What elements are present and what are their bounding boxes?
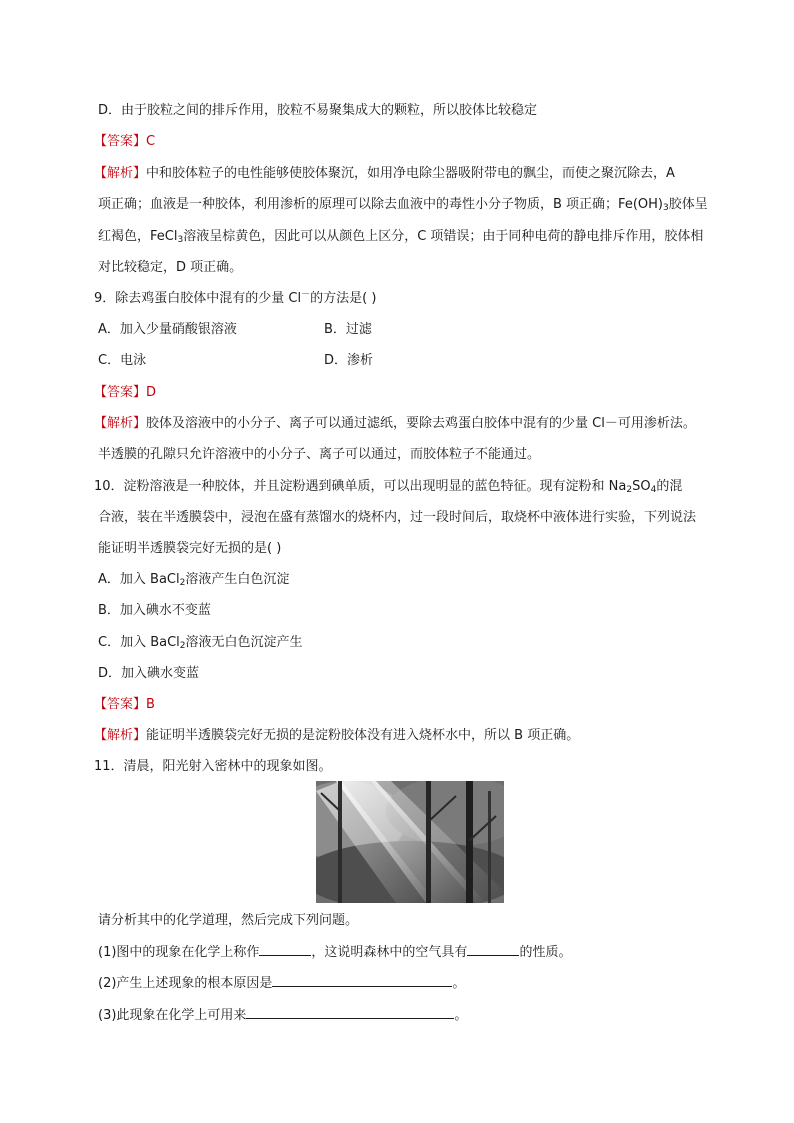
analysis-q8-line1: 【解析】中和胶体粒子的电性能够使胶体聚沉，如用净电除尘器吸附带电的飘尘，而使之聚沉除去，A bbox=[94, 166, 675, 181]
answer-value: D bbox=[146, 385, 157, 400]
q9-option-a: A．加入少量硝酸银溶液 bbox=[98, 322, 237, 337]
answer-blank[interactable] bbox=[467, 943, 519, 956]
answer-q9 bbox=[94, 383, 156, 403]
analysis-q8-line3: 红褐色，FeCl$_3$溶液呈棕黄色，因此可以从颜色上区分，C 项错误；由于同种电荷的静电排斥作用，胶体相 bbox=[98, 229, 704, 245]
answer-tag: 【答案】 bbox=[94, 134, 147, 149]
answer-value: B bbox=[146, 697, 155, 712]
question-10-line1: 10．淀粉溶液是一种胶体，并且淀粉遇到碘单质，可以出现明显的蓝色特征。现有淀粉和 $Na_2SO_4$的混 bbox=[94, 479, 683, 495]
forest-sunlight-photo bbox=[316, 781, 504, 903]
q10-option-d: D．加入碘水变蓝 bbox=[98, 666, 200, 681]
answer-q10 bbox=[94, 695, 155, 715]
q9-option-d: D．渗析 bbox=[324, 353, 374, 368]
analysis-q9-line1: 【解析】胶体及溶液中的小分子、离子可以通过滤纸，要除去鸡蛋白胶体中混有的少量 Cl－可用渗析法。 bbox=[94, 416, 696, 431]
question-11-part1: (1)图中的现象在化学上称作 ，这说明森林中的空气具有 的性质。 bbox=[98, 945, 572, 960]
q10-option-c: C．加入 BaCl$_2$溶液无白色沉淀产生 bbox=[98, 635, 303, 651]
analysis-tag: 【解析】 bbox=[94, 166, 147, 181]
question-11: 11．清晨，阳光射入密林中的现象如图。 bbox=[94, 759, 332, 774]
answer-value: C bbox=[146, 134, 156, 149]
question-11-intro: 请分析其中的化学道理，然后完成下列问题。 bbox=[98, 913, 359, 928]
answer-blank[interactable] bbox=[246, 1006, 454, 1019]
question-9: 9．除去鸡蛋白胶体中混有的少量 Cl－的方法是( ) bbox=[94, 290, 377, 306]
q10-option-b: B．加入碘水不变蓝 bbox=[98, 603, 211, 618]
option-d-q8: D．由于胶粒之间的排斥作用，胶粒不易聚集成大的颗粒，所以胶体比较稳定 bbox=[98, 103, 538, 118]
analysis-q10: 【解析】能证明半透膜袋完好无损的是淀粉胶体没有进入烧杯水中，所以 B 项正确。 bbox=[94, 728, 580, 743]
q9-option-b: B．过滤 bbox=[324, 322, 372, 337]
analysis-tag: 【解析】 bbox=[94, 416, 147, 431]
analysis-tag: 【解析】 bbox=[94, 728, 147, 743]
answer-tag: 【答案】 bbox=[94, 385, 147, 400]
q9-option-c: C．电泳 bbox=[98, 353, 147, 368]
analysis-q8-line4: 对比较稳定，D 项正确。 bbox=[98, 260, 243, 275]
question-11-part2: (2)产生上述现象的根本原因是 。 bbox=[98, 976, 466, 991]
analysis-q8-line2: 项正确；血液是一种胶体，利用渗析的原理可以除去血液中的毒性小分子物质，B 项正确；$Fe(OH)_3$胶体呈 bbox=[98, 197, 708, 213]
answer-blank[interactable] bbox=[259, 943, 311, 956]
q10-option-a: A．加入 BaCl$_2$溶液产生白色沉淀 bbox=[98, 572, 290, 588]
analysis-q9-line2: 半透膜的孔隙只允许溶液中的小分子、离子可以通过，而胶体粒子不能通过。 bbox=[98, 447, 541, 462]
answer-tag: 【答案】 bbox=[94, 697, 147, 712]
question-10-line2: 合液，装在半透膜袋中，浸泡在盛有蒸馏水的烧杯内，过一段时间后，取烧杯中液体进行实验，下列说法 bbox=[98, 510, 697, 525]
question-10-line3: 能证明半透膜袋完好无损的是( ) bbox=[98, 541, 282, 556]
answer-blank[interactable] bbox=[272, 974, 452, 987]
question-11-part3: (3)此现象在化学上可用来 。 bbox=[98, 1008, 468, 1023]
answer-q8 bbox=[94, 132, 155, 152]
